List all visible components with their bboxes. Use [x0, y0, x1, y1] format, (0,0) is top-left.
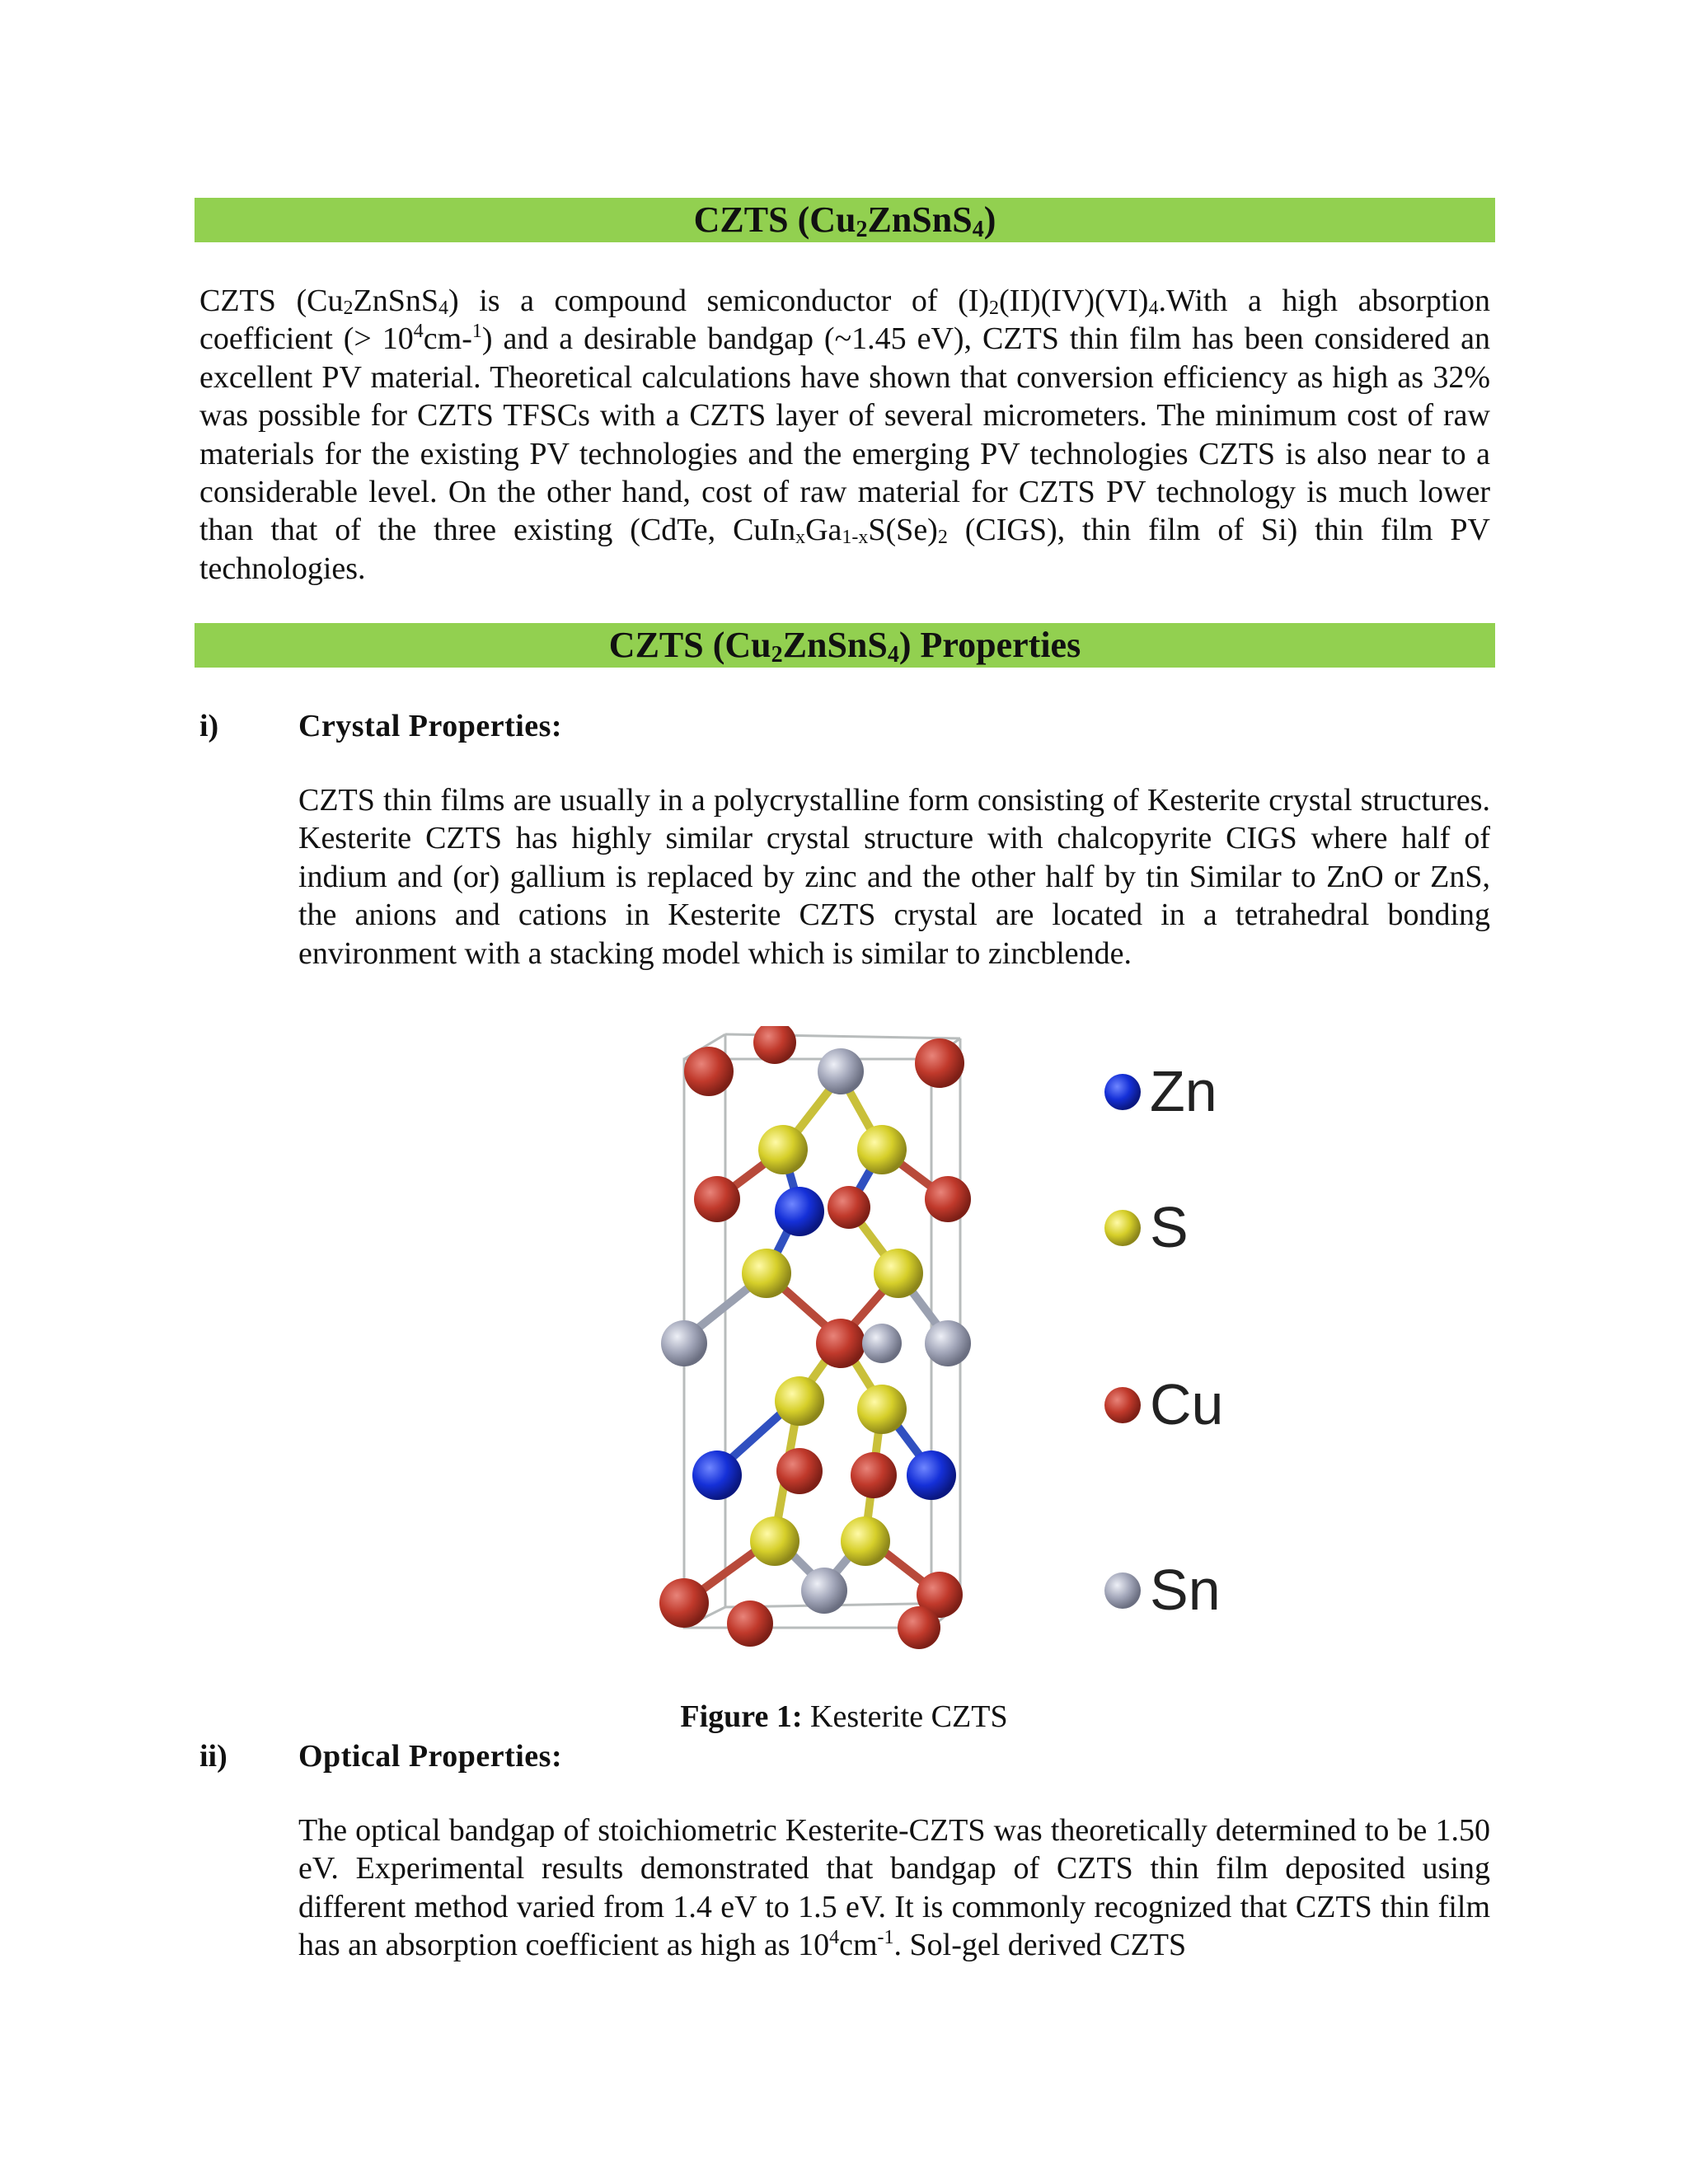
kesterite-figure	[536, 1026, 1261, 1661]
intro-paragraph: CZTS $(Cu_2ZnSnS_4)$ is a compound semiconductor of $(I)_2(II)(IV)(VI)_4.With$ a high absorption coefficient (> $10^4cm-^1$) and a desirable bandgap (~1.45 eV), CZTS thin film has been considered an excellent PV material. Theoretical calculations have shown that conversion efficiency as high as 32% was possible for CZTS TFSCs with a CZTS layer of several micrometers. The minimum cost of raw materials for the existing PV technologies and the emerging PV technologies CZTS is also near to a considerable level. On the other hand, cost of raw material for CZTS PV technology is much lower than that of the three existing (CdTe, $CuIn_xGa_{1-x}S(Se)_2$ (CIGS), thin film of Si) thin film PV technologies.	[199, 284, 1490, 586]
legend-s-label: S	[1150, 1195, 1189, 1259]
legend-sn-dot	[1104, 1572, 1141, 1609]
legend-cu-dot	[1104, 1387, 1141, 1423]
legend-cu-label: Cu	[1150, 1372, 1224, 1436]
section-number-ii: ii)	[199, 1739, 227, 1774]
section-number-i: i)	[199, 709, 219, 743]
section-heading-czts: CZTS $(Cu_2ZnSnS_4)$	[195, 198, 1495, 242]
legend-zn-dot	[1104, 1074, 1141, 1110]
legend-s-dot	[1104, 1210, 1141, 1246]
section-title-optical: Optical Properties:	[298, 1739, 563, 1774]
kesterite-structure-image	[536, 1026, 1261, 1661]
figure-caption: Figure 1: Kesterite CZTS	[680, 1699, 1008, 1734]
legend-sn-label: Sn	[1150, 1558, 1221, 1622]
optical-paragraph: The optical bandgap of stoichiometric Kesterite-CZTS was theoretically determined to be 1.50 eV. Experimental results demonstrated that bandgap of CZTS thin film deposited using different method varied from 1.4 eV to 1.5 eV. It is commonly recognized that CZTS thin film has an absorption coefficient as high as $10^4cm^{-1}$. Sol-gel derived CZTS	[298, 1813, 1490, 1963]
section-title-crystal: Crystal Properties:	[298, 709, 563, 743]
section-heading-properties: CZTS $(Cu_2ZnSnS_4)$ Properties	[195, 623, 1495, 668]
legend-zn-label: Zn	[1150, 1059, 1217, 1123]
crystal-paragraph: CZTS thin films are usually in a polycrystalline form consisting of Kesterite crystal structures. Kesterite CZTS has highly similar crystal structure with chalcopyrite CIGS where half of indium and (or) gallium is replaced by zinc and the other half by tin Similar to ZnO or ZnS, the anions and cations in Kesterite CZTS crystal are located in a tetrahedral bonding environment with a stacking model which is similar to zincblende.	[298, 783, 1490, 971]
